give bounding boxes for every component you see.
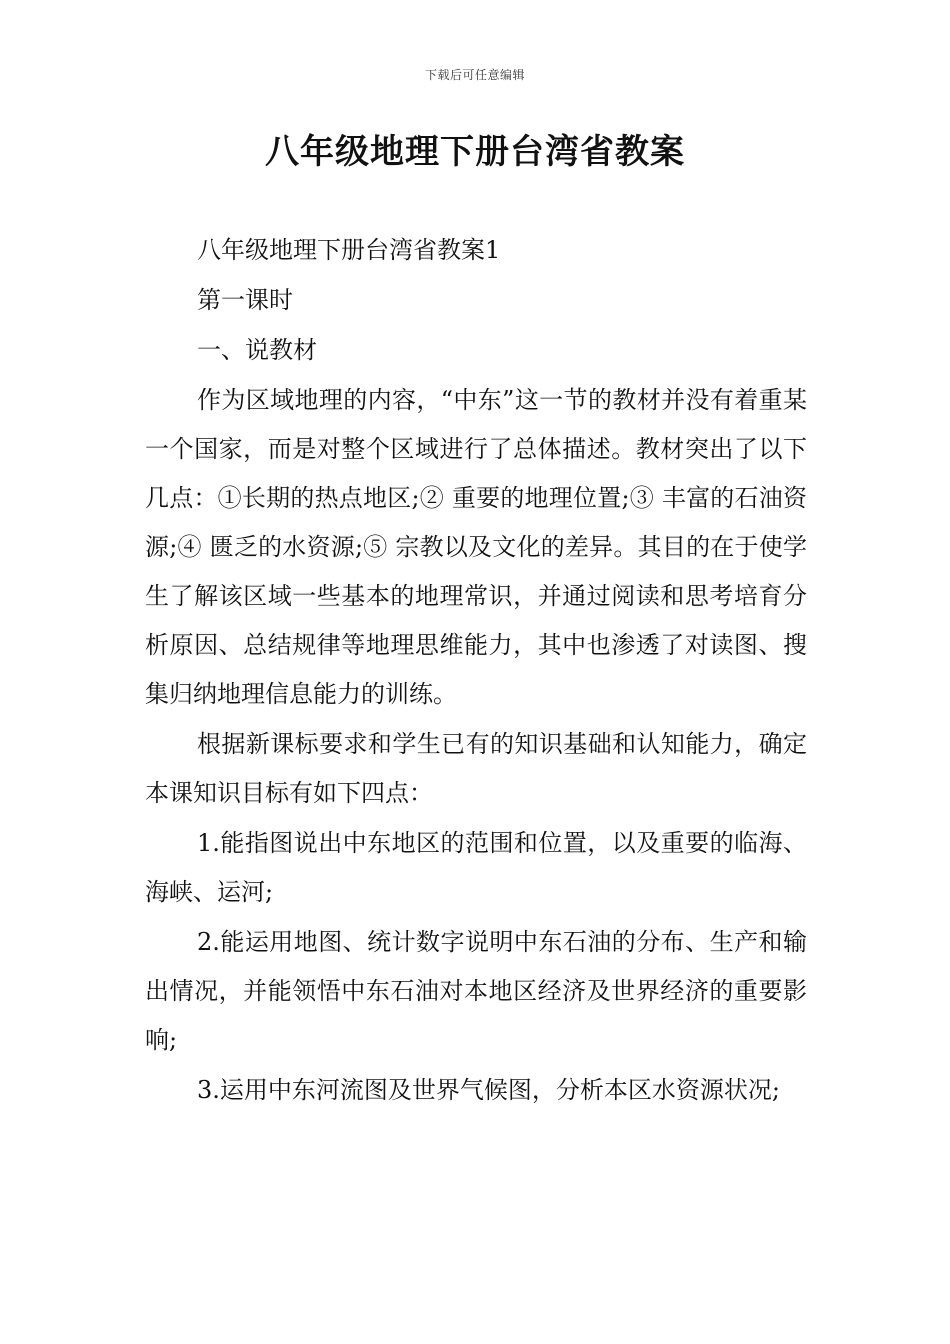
header-note: 下载后可任意编辑 bbox=[424, 68, 525, 82]
paragraph-first-period: 第一课时 bbox=[197, 286, 293, 314]
paragraph-textbook-description: 作为区域地理的内容，“中东”这一节的教材并没有着重某一个国家，而是对整个区域进行了总体描述。教材突出了以下几点：①长期的热点地区;② 重要的地理位置;③ 丰富的石油资源;④ 匮乏的水资源;⑤ 宗教以及文化的差异。其目的在于使学生了解该区域一些基本的地理常识，并通过阅读和思考培育分析原因、总结规律等地理思维能力，其中也渗透了对读图、搜集归纳地理信息能力的训练。 bbox=[145, 386, 807, 708]
paragraph-objective-1: 1.能指图说出中东地区的范围和位置，以及重要的临海、海峡、运河; bbox=[145, 829, 807, 906]
paragraph-objective-2: 2.能运用地图、统计数字说明中东石油的分布、生产和输出情况，并能领悟中东石油对本地区经济及世界经济的重要影响; bbox=[145, 928, 807, 1054]
paragraph-objectives-intro: 根据新课标要求和学生已有的知识基础和认知能力，确定本课知识目标有如下四点： bbox=[145, 730, 807, 807]
paragraph-section-heading: 一、说教材 bbox=[197, 336, 317, 364]
paragraph-objective-3: 3.运用中东河流图及世界气候图，分析本区水资源状况; bbox=[197, 1076, 780, 1104]
document-title: 八年级地理下册台湾省教案 bbox=[265, 132, 685, 172]
document-body bbox=[145, 226, 807, 1116]
paragraph-lesson-heading: 八年级地理下册台湾省教案1 bbox=[197, 236, 501, 264]
